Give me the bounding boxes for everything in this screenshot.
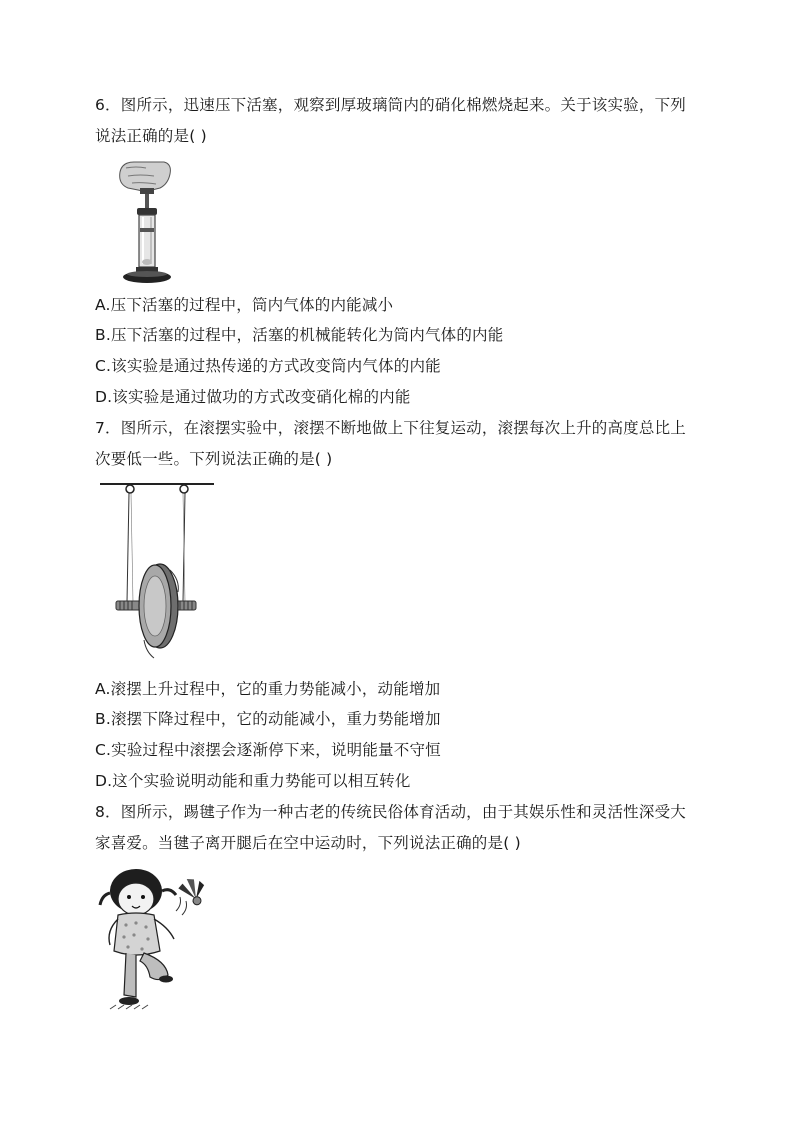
q7-option-b: B.滚摆下降过程中，它的动能减小，重力势能增加 xyxy=(95,710,441,728)
q7-option-a: A.滚摆上升过程中，它的重力势能减小，动能增加 xyxy=(95,680,441,698)
q7-option-d: D.这个实验说明动能和重力势能可以相互转化 xyxy=(95,772,411,790)
q6-option-c: C.该实验是通过热传递的方式改变筒内气体的内能 xyxy=(95,357,441,375)
maxwell-pendulum-icon xyxy=(100,480,215,670)
q6-stem-line-2: 说法正确的是( ) xyxy=(95,127,207,145)
q6-stem-line-1: 6．图所示，迅速压下活塞，观察到厚玻璃筒内的硝化棉燃烧起来。关于该实验，下列 xyxy=(95,96,686,114)
q6-option-b: B.压下活塞的过程中，活塞的机械能转化为筒内气体的内能 xyxy=(95,326,504,344)
q6-option-d: D.该实验是通过做功的方式改变硝化棉的内能 xyxy=(95,388,411,406)
q7-stem-line-2: 次要低一些。下列说法正确的是( ) xyxy=(95,450,333,468)
q8-stem-line-2: 家喜爱。当毽子离开腿后在空中运动时，下列说法正确的是( ) xyxy=(95,834,521,852)
q7-option-c: C.实验过程中滚摆会逐渐停下来，说明能量不守恒 xyxy=(95,741,441,759)
q6-option-a: A.压下活塞的过程中，筒内气体的内能减小 xyxy=(95,296,394,314)
piston-cylinder-apparatus-icon xyxy=(112,158,182,284)
q7-stem-line-1: 7．图所示，在滚摆实验中，滚摆不断地做上下往复运动，滚摆每次上升的高度总比上 xyxy=(95,419,686,437)
q8-stem-line-1: 8．图所示，踢毽子作为一种古老的传统民俗体育活动，由于其娱乐性和灵活性深受大 xyxy=(95,803,686,821)
child-kicking-shuttlecock-icon xyxy=(96,865,218,1015)
